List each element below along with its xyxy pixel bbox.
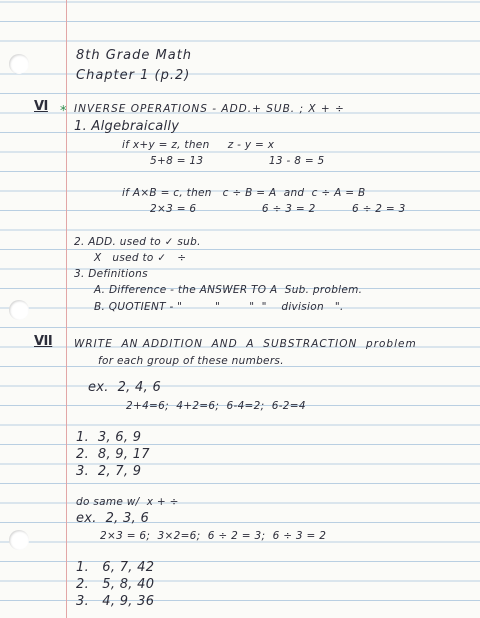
section6-title: INVERSE OPERATIONS - ADD.+ SUB. ; X + ÷ [74, 103, 345, 115]
problem-mult-3: 3. 4, 9, 36 [76, 594, 155, 609]
section6-item1-label: 1. Algebraically [74, 119, 180, 134]
problem-add-2: 2. 8, 9, 17 [76, 447, 150, 462]
section7-example2-answer: 2×3 = 6; 3×2=6; 6 ÷ 2 = 3; 6 ÷ 3 = 2 [100, 530, 327, 542]
section6-defA: A. Difference - the ANSWER TO A Sub. problem. [94, 284, 363, 296]
section7-example-answer: 2+4=6; 4+2=6; 6-4=2; 6-2=4 [126, 400, 306, 412]
section6-defB: B. QUOTIENT - " " " " division ". [94, 301, 344, 313]
problem-add-1: 1. 3, 6, 9 [76, 430, 142, 445]
problem-mult-1: 1. 6, 7, 42 [76, 560, 155, 575]
section6-numeral: VI [34, 99, 48, 114]
binder-hole-middle [9, 300, 29, 320]
header-line1: 8th Grade Math [76, 48, 193, 63]
star-mark: * [60, 104, 67, 119]
section6-item2a: 2. ADD. used to ✓ sub. [74, 236, 201, 248]
section7-instruction2: for each group of these numbers. [98, 355, 284, 367]
section6-ex1: 5+8 = 13 13 - 8 = 5 [150, 155, 325, 167]
do-same-label: do same w/ x + ÷ [76, 496, 179, 508]
section6-item3: 3. Definitions [74, 268, 148, 280]
binder-hole-top [9, 54, 29, 74]
problem-mult-2: 2. 5, 8, 40 [76, 577, 155, 592]
header-line2: Chapter 1 (p.2) [76, 68, 191, 83]
binder-hole-bottom [9, 530, 29, 550]
section6-item2b: X used to ✓ ÷ [94, 252, 187, 264]
section7-example2-label: ex. 2, 3, 6 [76, 511, 150, 526]
section7-numeral: VII [34, 334, 53, 349]
section6-ex2: 2×3 = 6 6 ÷ 3 = 2 6 ÷ 2 = 3 [150, 203, 406, 215]
section6-if1: if x+y = z, then z - y = x [122, 139, 275, 151]
section6-if2: if A×B = c, then c ÷ B = A and c ÷ A = B [122, 187, 366, 199]
section7-instruction1: WRITE AN ADDITION AND A SUBSTRACTION problem [74, 338, 417, 350]
section7-example-label: ex. 2, 4, 6 [88, 380, 162, 395]
margin-line [66, 0, 67, 618]
problem-add-3: 3. 2, 7, 9 [76, 464, 142, 479]
